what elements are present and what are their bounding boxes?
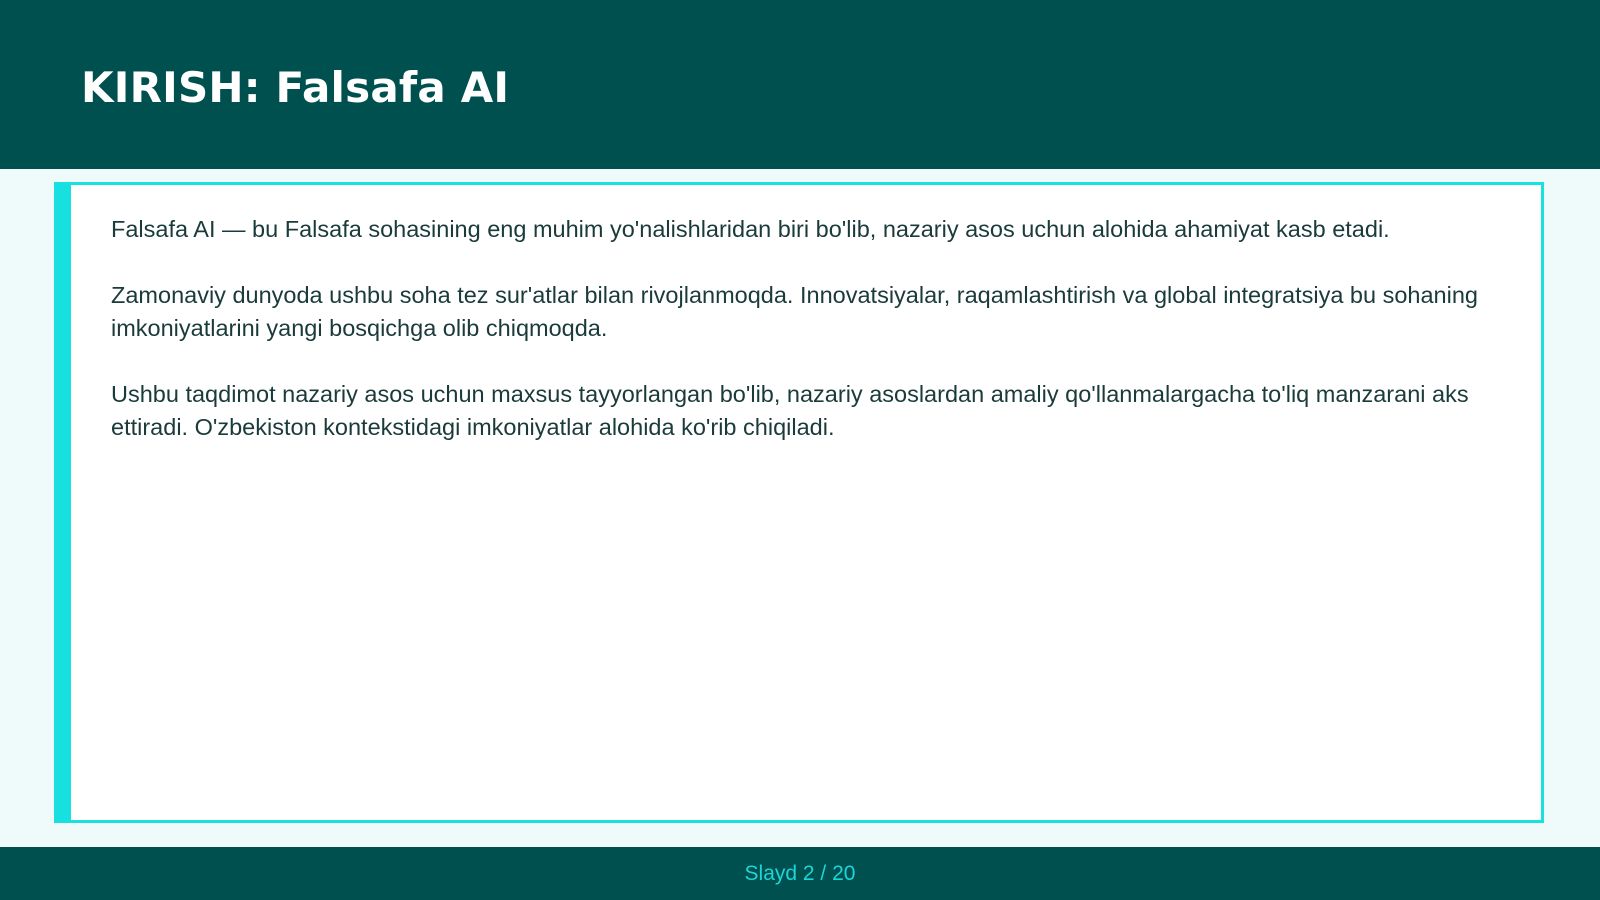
slide-footer (0, 847, 1600, 900)
content-text (111, 213, 1501, 477)
paragraph-1: Falsafa AI — bu Falsafa sohasining eng muhim yo'nalishlaridan biri bo'lib, nazariy asos uchun alohida ahamiyat kasb etadi. (111, 216, 1390, 242)
slide-counter: Slayd 2 / 20 (744, 861, 856, 885)
content-box (54, 182, 1544, 823)
slide-title: KIRISH: Falsafa AI (81, 63, 510, 112)
paragraph-3: Ushbu taqdimot nazariy asos uchun maxsus tayyorlangan bo'lib, nazariy asoslardan amaliy qo'llanmalargacha to'liq manzarani aks ettiradi. O'zbekiston kontekstidagi imkoniyatlar alohida ko'rib chiqiladi. (111, 381, 1469, 440)
slide-header (0, 0, 1600, 169)
paragraph-2: Zamonaviy dunyoda ushbu soha tez sur'atlar bilan rivojlanmoqda. Innovatsiyalar, raqamlashtirish va global integratsiya bu sohaning imkoniyatlarini yangi bosqichga olib chiqmoqda. (111, 282, 1478, 341)
